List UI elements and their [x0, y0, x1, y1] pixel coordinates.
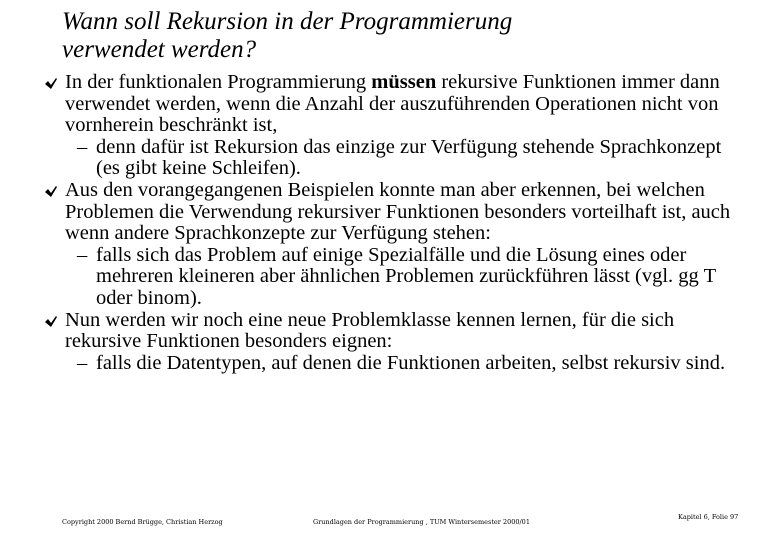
bullet-text: Aus den vorangegangenen Beispielen konnte man aber erkennen, bei welchen Problemen die Verwendung rekursiver Funktionen besonders vorteilhaft ist, auch wenn andere Sprachkonzepte zur Verfügung stehen: [65, 178, 731, 245]
footer-page-number: Kapitel 6, Folie 97 [678, 513, 739, 521]
bullet-text: Nun werden wir noch eine neue Problemklasse kennen lernen, für die sich rekursive Funktionen besonders eignen: [65, 308, 675, 353]
slide-content [0, 72, 780, 374]
title-line-2: verwendet werden? [62, 36, 257, 63]
slide-title [62, 8, 742, 64]
bullet-item [0, 310, 780, 353]
sub-dash: – [77, 135, 88, 158]
bullet-text-before: In der funktionalen Programmierung [65, 71, 372, 93]
sub-dash: – [77, 243, 88, 266]
sub-item [0, 353, 780, 375]
bullet-item [0, 180, 780, 245]
bullet-item [0, 72, 780, 137]
sub-dash: – [77, 351, 88, 374]
footer-course: Grundlagen der Programmierung , TUM Wintersemester 2000/01 [313, 518, 530, 526]
footer-copyright: Copyright 2000 Bernd Brügge, Christian Herzog [62, 518, 223, 526]
sub-item [0, 245, 780, 310]
diamond-check-icon [44, 315, 58, 329]
bullet-text-after: rekursive Funktionen immer dann verwendet werden, wenn die Anzahl der auszuführenden Operationen nicht von vornherein beschränkt ist, [65, 71, 720, 137]
diamond-check-icon [44, 185, 58, 199]
sub-text: denn dafür ist Rekursion das einzige zur Verfügung stehende Sprachkonzept (es gibt keine Schleifen). [96, 135, 722, 180]
sub-item [0, 137, 780, 180]
diamond-check-icon [44, 77, 58, 91]
title-line-1: Wann soll Rekursion in der Programmierung [62, 8, 513, 35]
bullet-text-emphasis: müssen [371, 71, 437, 93]
sub-text: falls die Datentypen, auf denen die Funktionen arbeiten, selbst rekursiv sind. [96, 351, 726, 374]
sub-text: falls sich das Problem auf einige Spezialfälle und die Lösung eines oder mehreren kleineren aber ähnlichen Problemen zurückführen lässt (vgl. gg T oder binom). [96, 243, 716, 309]
